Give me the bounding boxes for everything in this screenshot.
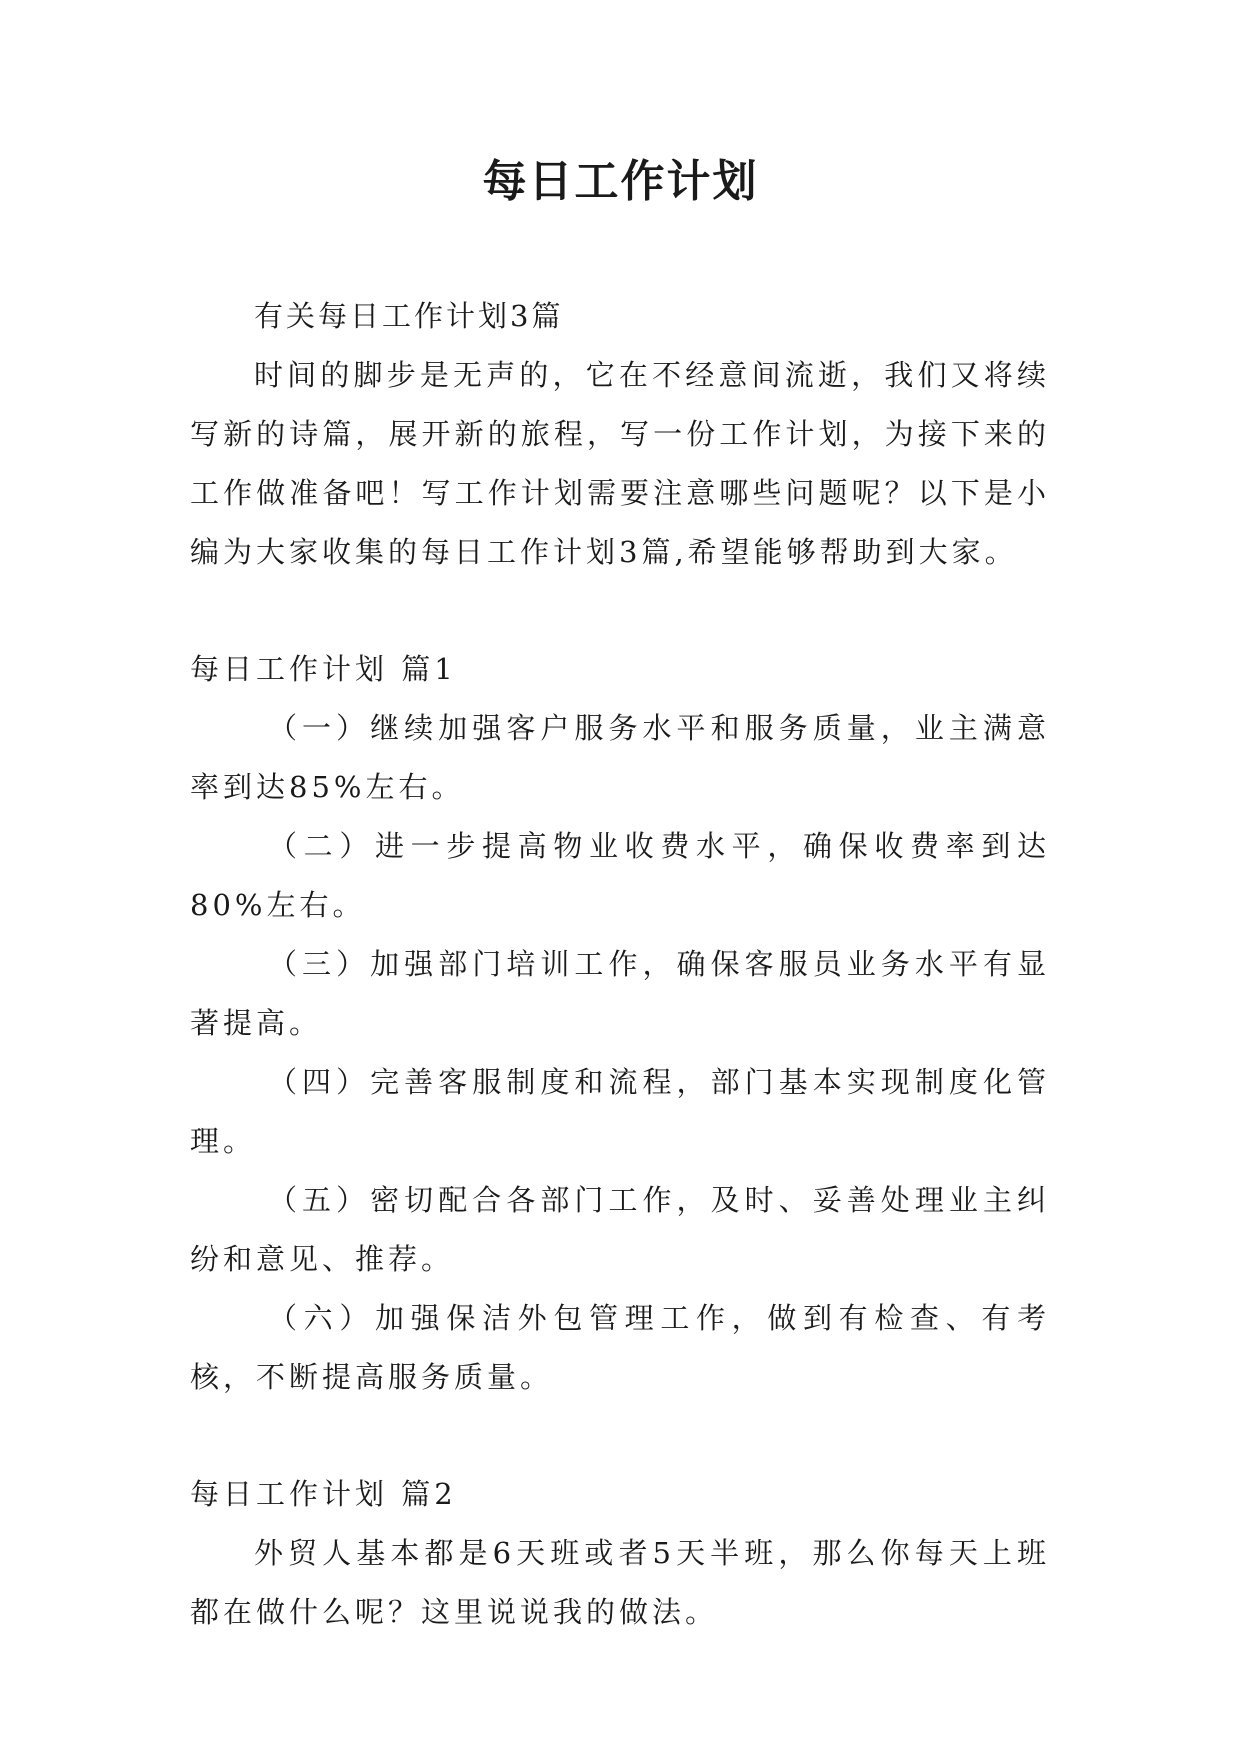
section1-item: （四）完善客服制度和流程，部门基本实现制度化管理。 [190,1065,1050,1158]
section1-item: （一）继续加强客户服务水平和服务质量，业主满意率到达85%左右。 [190,711,1050,804]
section1-heading: 每日工作计划 篇1 [190,652,457,686]
section2-heading: 每日工作计划 篇2 [190,1477,457,1511]
section1-item: （五）密切配合各部门工作，及时、妥善处理业主纠纷和意见、推荐。 [190,1183,1050,1276]
intro-heading: 有关每日工作计划3篇 [254,299,564,333]
section1-item: （三）加强部门培训工作，确保客服员业务水平有显著提高。 [190,947,1050,1040]
document-body [190,287,1050,1642]
section2-paragraph: 外贸人基本都是6天班或者5天半班，那么你每天上班都在做什么呢？这里说说我的做法。 [190,1536,1050,1629]
document-title: 每日工作计划 [482,156,759,207]
intro-paragraph: 时间的脚步是无声的，它在不经意间流逝，我们又将续写新的诗篇，展开新的旅程，写一份工作计划，为接下来的工作做准备吧！写工作计划需要注意哪些问题呢？以下是小编为大家收集的每日工作计划3篇,希望能够帮助到大家。 [190,358,1050,569]
section1-item: （二）进一步提高物业收费水平，确保收费率到达80%左右。 [190,829,1050,922]
section1-item: （六）加强保洁外包管理工作，做到有检查、有考核，不断提高服务质量。 [190,1301,1050,1394]
